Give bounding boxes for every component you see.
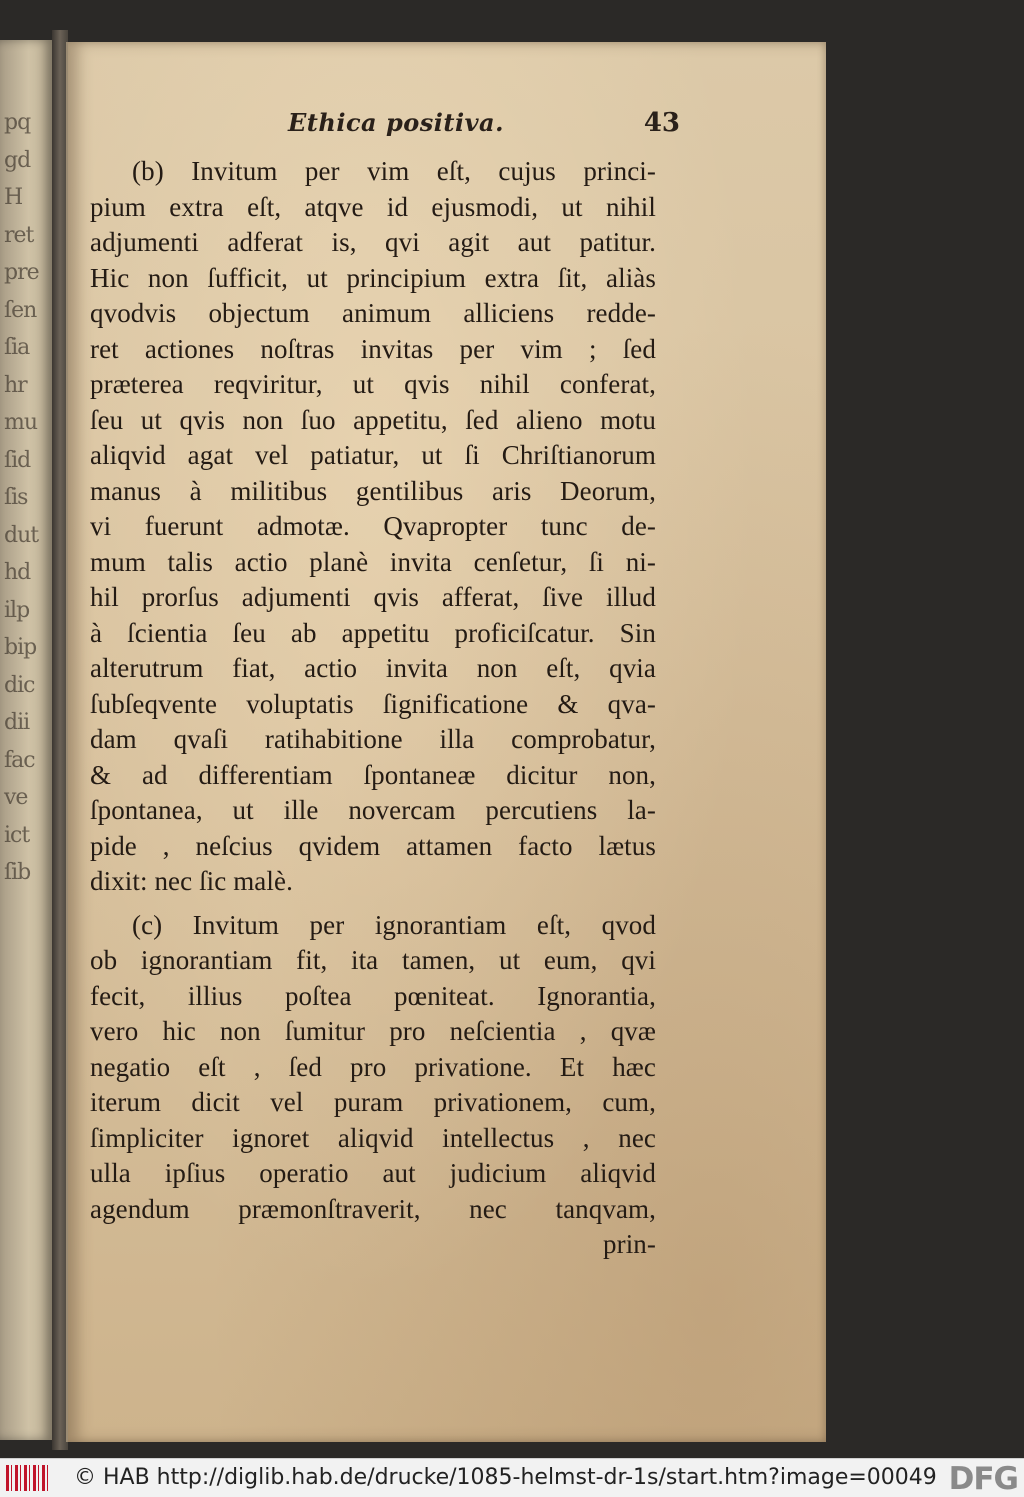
left-page-fragment: bip — [4, 635, 37, 660]
text-line: manus à militibus gentilibus aris Deorum, — [90, 475, 656, 506]
text-line: vi fuerunt admotæ. Qvapropter tunc de- — [90, 511, 656, 541]
barcode-icon — [6, 1465, 50, 1491]
left-page-fragment: pre — [4, 260, 39, 285]
left-page-fragment: H — [4, 185, 23, 210]
text-line: aliqvid agat vel patiatur, ut ſi Chriſtianorum — [90, 440, 656, 470]
text-line: & ad differentiam ſpontaneæ dicitur non, — [90, 759, 656, 790]
text-line: præterea reqviritur, ut qvis nihil conferat, — [90, 369, 656, 399]
text-line: fecit, illius poſtea pœniteat. Ignorantia, — [90, 980, 656, 1011]
left-page-fragment: ilp — [4, 597, 30, 623]
left-page-edge — [0, 40, 52, 1440]
text-line: iterum dicit vel puram privationem, cum, — [90, 1087, 656, 1117]
text-line: à ſcientia ſeu ab appetitu proficiſcatur. Sin — [90, 617, 656, 648]
left-page-fragment: hr — [4, 372, 27, 398]
page-number: 43 — [643, 108, 680, 138]
text-line: ret actiones noſtras invitas per vim ; ſed — [90, 333, 656, 364]
left-page-fragment: dic — [4, 672, 35, 698]
text-line: qvodvis objectum animum alliciens redde- — [90, 298, 656, 328]
text-line: ſpontanea, ut ille novercam percutiens la- — [90, 795, 656, 825]
text-line: ulla ipſius operatio aut judicium aliqvid — [90, 1158, 656, 1188]
left-page-fragment: ſia — [4, 335, 30, 360]
footer-bar — [0, 1458, 1024, 1497]
text-line: ob ignorantiam fit, ita tamen, ut eum, qvi — [90, 945, 656, 975]
left-page-fragment: ſib — [4, 860, 31, 885]
text-line: ſeu ut qvis non ſuo appetitu, ſed alieno motu — [90, 404, 656, 435]
left-page-fragment: ict — [4, 822, 30, 848]
text-line: agendum præmonſtraverit, nec tanqvam, — [90, 1193, 656, 1224]
left-page-fragment: ret — [4, 222, 34, 248]
text-line: mum talis actio planè invita cenſetur, ſi ni- — [90, 546, 656, 577]
left-page-fragment: dii — [4, 710, 30, 735]
running-title: Ethica positiva. — [288, 108, 504, 137]
text-line: prin- — [603, 1229, 656, 1259]
page-header — [288, 108, 728, 148]
text-line: pium extra eſt, atqve id ejusmodi, ut nihil — [90, 191, 656, 222]
left-page-fragment: mu — [4, 410, 38, 435]
left-page-fragment: ve — [4, 785, 28, 810]
text-line: adjumenti adferat is, qvi agit aut patitur. — [90, 227, 656, 257]
page-text — [90, 154, 656, 1263]
left-page-fragment: pq — [4, 110, 31, 135]
left-page-fragment: fac — [4, 747, 35, 773]
left-page-fragment: gd — [4, 147, 31, 173]
text-line: hil prorſus adjumenti qvis afferat, ſive illud — [90, 582, 656, 612]
text-line: ſimpliciter ignoret aliqvid intellectus , nec — [90, 1122, 656, 1153]
text-line: vero hic non ſumitur pro neſcientia , qvæ — [90, 1016, 656, 1046]
text-line: (b) Invitum per vim eſt, cujus princi- — [132, 156, 656, 186]
text-line: negatio eſt , ſed pro privatione. Et hæc — [90, 1051, 656, 1082]
paragraph-gap — [90, 900, 656, 908]
left-page-fragment: dut — [4, 522, 39, 548]
left-page-fragment: ſis — [4, 485, 28, 510]
left-page-fragment: ſen — [4, 297, 37, 323]
left-page-fragment: hd — [4, 560, 31, 585]
book-page — [66, 42, 826, 1442]
text-line: Hic non ſufficit, ut principium extra ſit, aliàs — [90, 262, 656, 293]
left-page-fragment: ſid — [4, 447, 31, 473]
text-line: dixit: nec ſic malè. — [90, 866, 293, 896]
text-line: (c) Invitum per ignorantiam eſt, qvod — [132, 909, 656, 940]
text-line: pide , neſcius qvidem attamen facto lætus — [90, 830, 656, 861]
text-line: ſubſeqvente voluptatis ſignificatione & qva- — [90, 688, 656, 719]
citation-url[interactable]: © HAB http://diglib.hab.de/drucke/1085-helmst-dr-1s/start.htm?image=00049 — [74, 1465, 937, 1490]
text-line: dam qvaſi ratihabitione illa comprobatur, — [90, 724, 656, 754]
dfg-logo: DFG — [948, 1461, 1018, 1497]
text-line: alterutrum fiat, actio invita non eſt, qvia — [90, 653, 656, 683]
